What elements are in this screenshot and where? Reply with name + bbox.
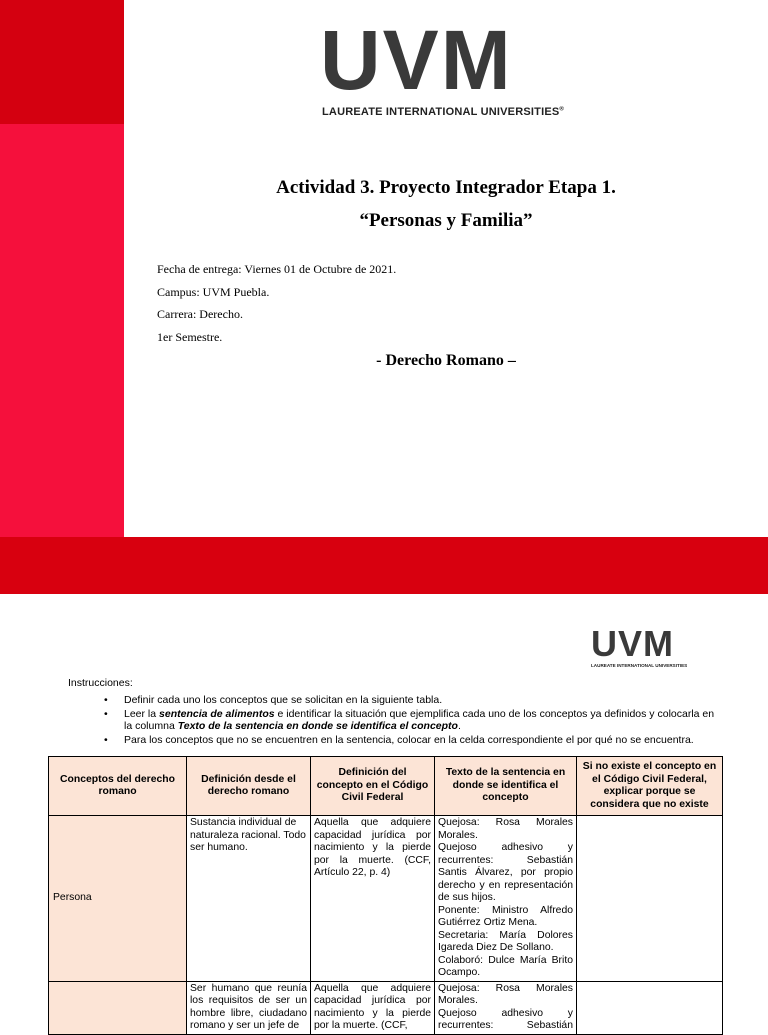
uvm-logo-letters: UVM bbox=[320, 13, 513, 107]
cover-red-band-top bbox=[0, 0, 124, 124]
document-subtitle: “Personas y Familia” bbox=[359, 210, 533, 231]
sentence-text-cell: Quejosa: Rosa Morales Morales. Quejoso adhesivo y recurrentes: Sebastián Santis Álvarez, por propio derecho y en representación de sus hijos. Ponente: Ministro Alfredo Gutiérrez Ortiz Mena. Secretaria: María Dolores Igareda Diez De Sollano. Colaboró: Dulce María Brito Ocampo. bbox=[435, 816, 577, 982]
uvm-logo bbox=[320, 13, 566, 120]
uvm-logo-small bbox=[591, 623, 697, 670]
instruction-item: • Leer la sentencia de alimentos e identificar la situación que ejemplifica cada uno de los conceptos ya definidos y colocarla en la columna Texto de la sentencia en donde se identifica el concepto. bbox=[104, 707, 715, 732]
career: Carrera: Derecho. bbox=[157, 307, 243, 321]
ccf-definition-cell: Aquella que adquiere capacidad jurídica por nacimiento y la pierde por la muerte. (CCF, Artículo 22, p. 4) bbox=[311, 816, 435, 982]
campus: Campus: UVM Puebla. bbox=[157, 285, 270, 299]
document-title: Actividad 3. Proyecto Integrador Etapa 1. bbox=[276, 177, 616, 198]
header-roman-concepts: Conceptos del derecho romano bbox=[49, 757, 187, 816]
table-row bbox=[49, 981, 723, 1034]
cover-red-band-bottom bbox=[0, 537, 768, 594]
subject-title: - Derecho Romano – bbox=[376, 352, 516, 369]
table-row bbox=[49, 816, 723, 982]
roman-definition-cell: Sustancia individual de naturaleza racional. Todo ser humano. bbox=[187, 816, 311, 982]
bullet-icon: • bbox=[104, 694, 108, 706]
concepts-table bbox=[48, 756, 723, 1035]
ccf-definition-cell: Aquella que adquiere capacidad jurídica por nacimiento y la pierde por la muerte. (CCF, bbox=[311, 981, 435, 1034]
delivery-date: Fecha de entrega: Viernes 01 de Octubre de 2021. bbox=[157, 262, 397, 276]
concept-cell bbox=[49, 981, 187, 1034]
instruction-item: • Para los conceptos que no se encuentren en la sentencia, colocar en la celda correspondiente el por qué no se encuentra. bbox=[104, 733, 694, 746]
uvm-logo-tagline: LAUREATE INTERNATIONAL UNIVERSITIES® bbox=[322, 106, 565, 118]
table-header-row bbox=[49, 757, 723, 816]
header-roman-definition: Definición desde el derecho romano bbox=[187, 757, 311, 816]
bullet-icon: • bbox=[104, 733, 108, 746]
sentence-text-cell: Quejosa: Rosa Morales Morales. Quejoso adhesivo y recurrentes: Sebastián bbox=[435, 981, 577, 1034]
instruction-item: • Definir cada uno los conceptos que se solicitan en la siguiente tabla. bbox=[104, 694, 443, 706]
cover-red-band-side bbox=[0, 124, 124, 537]
explanation-cell bbox=[577, 816, 723, 982]
instructions-title: Instrucciones: bbox=[68, 677, 133, 689]
uvm-logo-small-tagline: LAUREATE INTERNATIONAL UNIVERSITIES bbox=[591, 663, 688, 668]
concept-cell: Persona bbox=[49, 816, 187, 982]
uvm-logo-small-letters: UVM bbox=[591, 623, 674, 664]
semester: 1er Semestre. bbox=[157, 330, 223, 344]
explanation-cell bbox=[577, 981, 723, 1034]
roman-definition-cell: Ser humano que reunía los requisitos de ser un hombre libre, ciudadano romano y ser un jefe de bbox=[187, 981, 311, 1034]
bullet-icon: • bbox=[104, 707, 108, 720]
header-explanation: Si no existe el concepto en el Código Civil Federal, explicar porque se considera que no existe bbox=[577, 757, 723, 816]
header-ccf-definition: Definición del concepto en el Código Civil Federal bbox=[311, 757, 435, 816]
instructions-list bbox=[104, 694, 724, 747]
header-sentence-text: Texto de la sentencia en donde se identifica el concepto bbox=[435, 757, 577, 816]
